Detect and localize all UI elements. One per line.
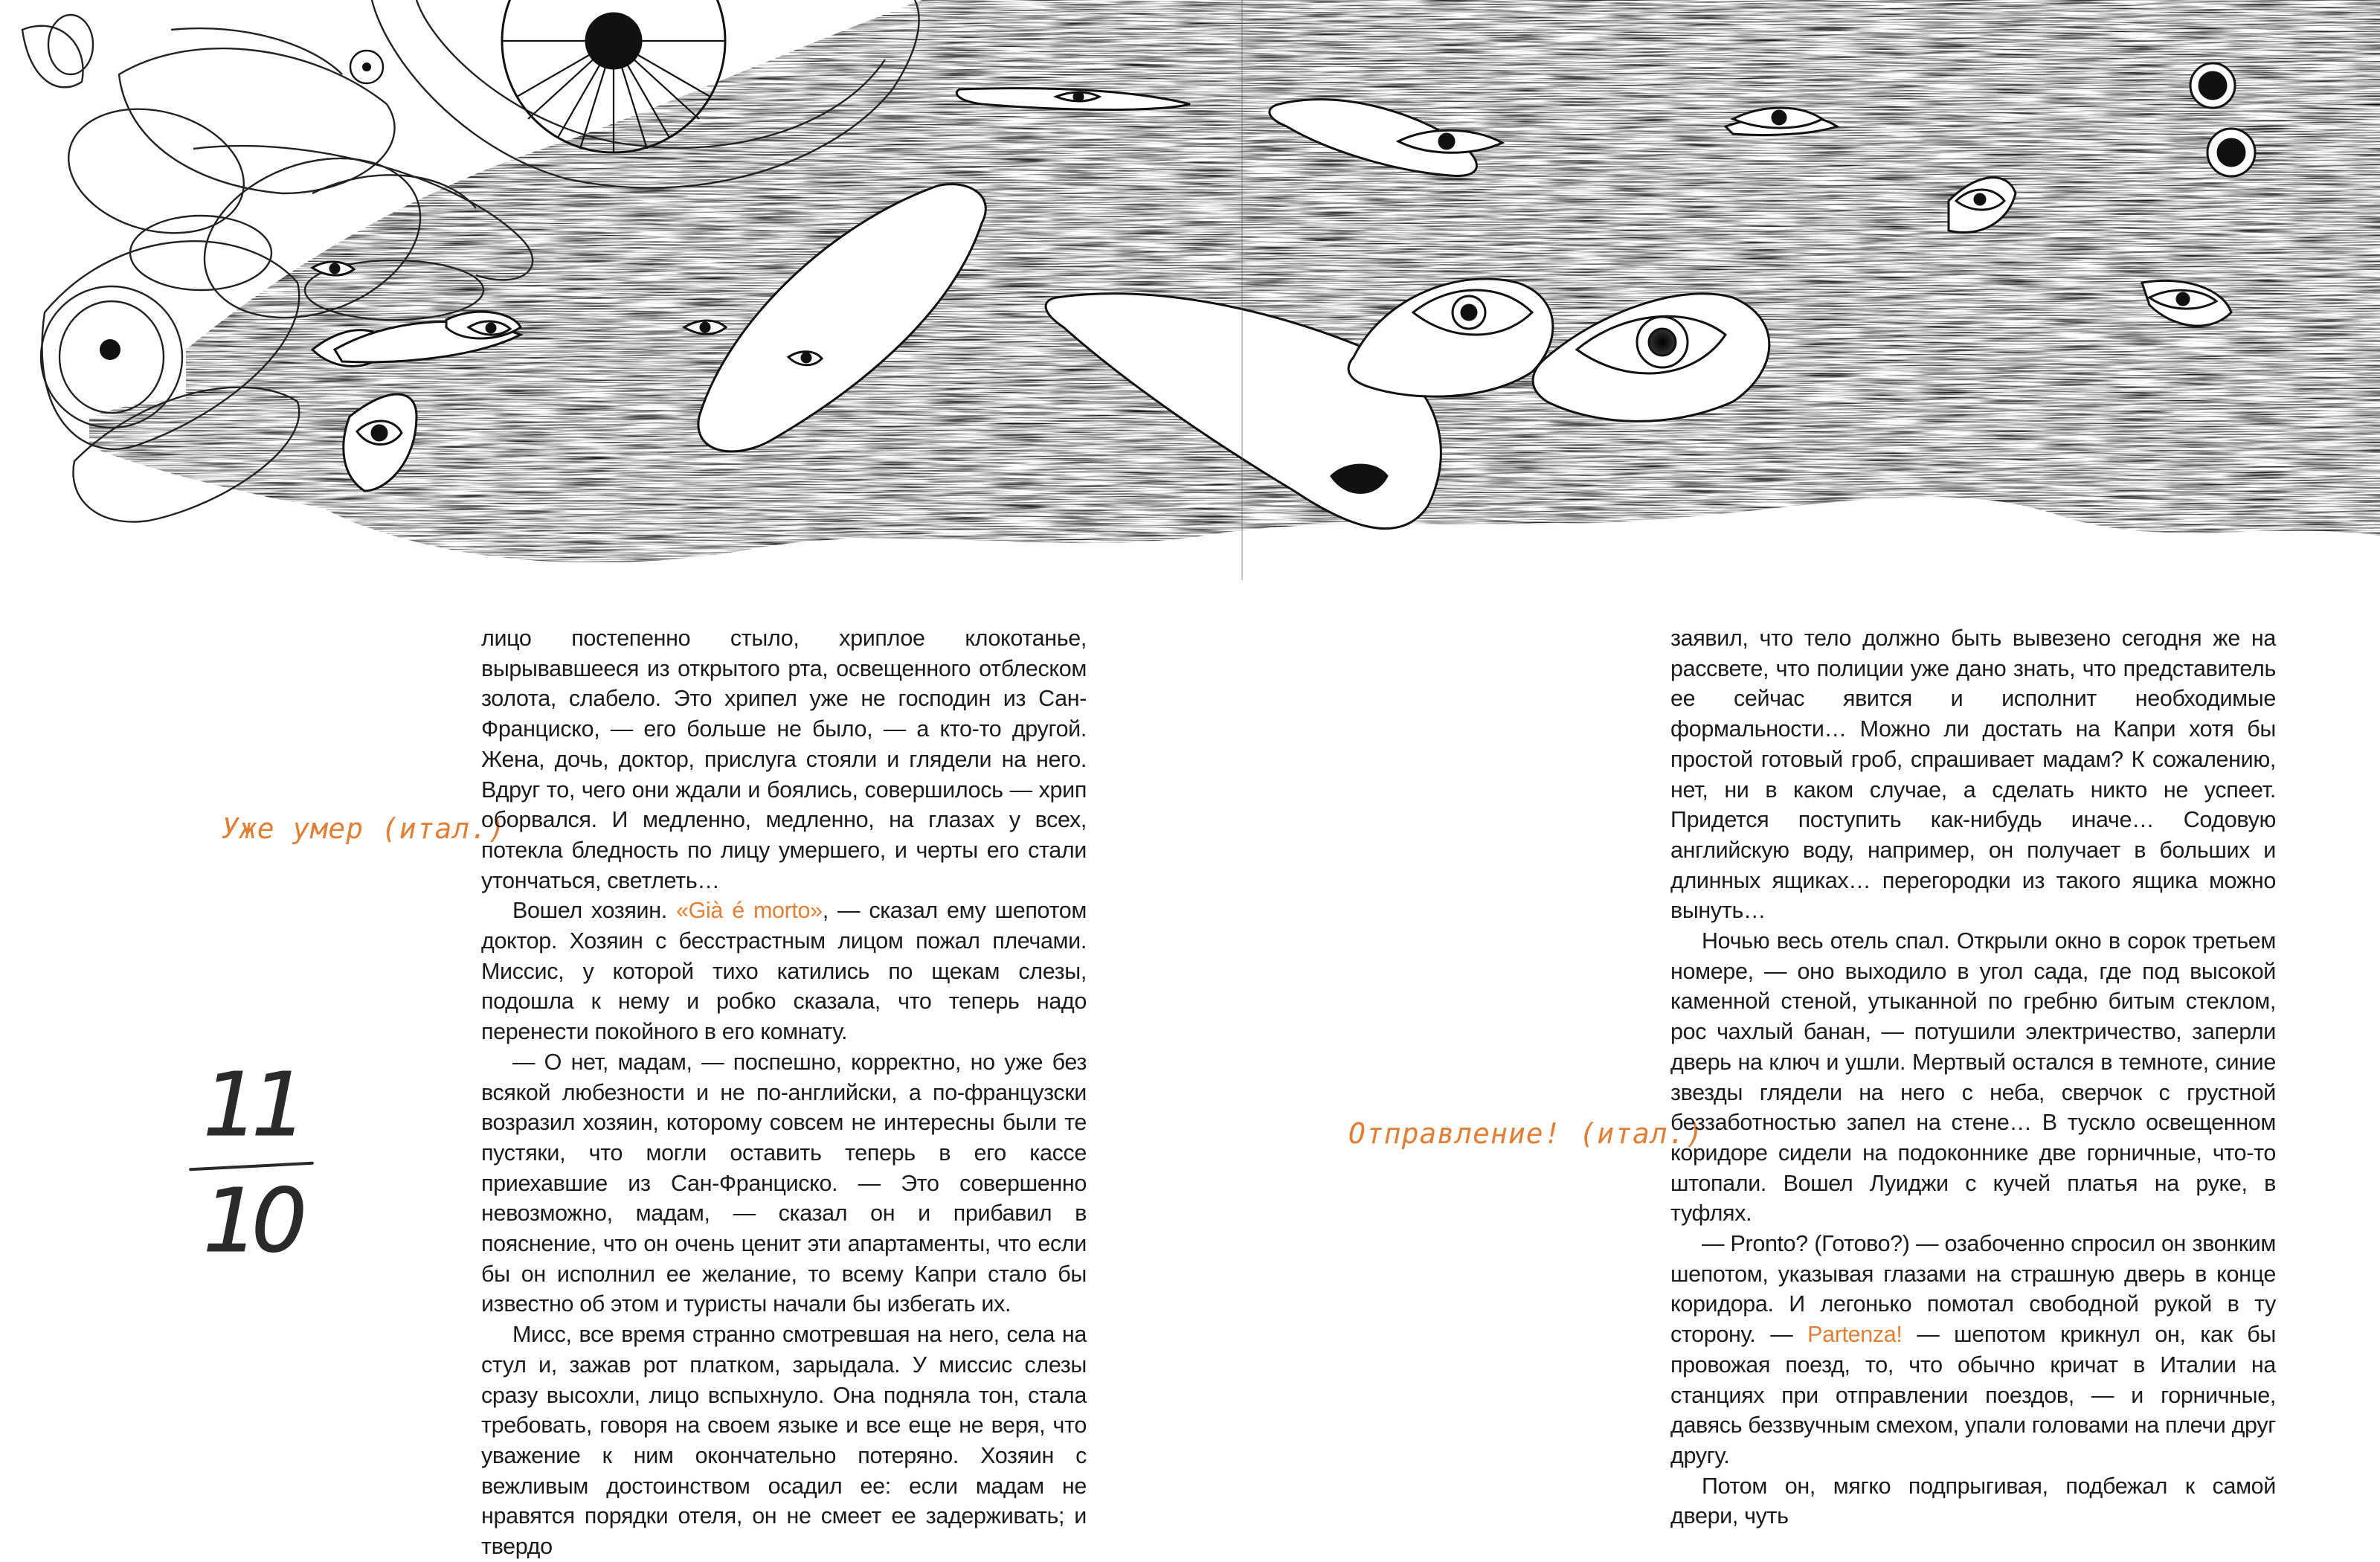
paragraph [481, 896, 1087, 1047]
paragraph: заявил, что тело должно быть вывезено сегодня же на рассвете, что полиции уже дано знать, что представитель ее сейчас явится и исполнит необходимые формальности… Можно ли достать на Капри хотя бы простой готовый гроб, спрашивает мадам? К сожалению, нет, ни в каком случае, а сделать никто не успеет. Придется поступить как-нибудь иначе… Содовую английскую воду, например, он получает в больших и длинных ящиках… перегородки из такого ящика можно вынуть… [1670, 626, 2276, 924]
eye [2207, 129, 2255, 176]
text-run: — шепотом крикнул он, как бы провожая поезд, то, что обычно кричат в Италии на станциях при отправлении поездов, — и горничные, давясь беззвучным смехом, упали головами на плечи друг другу. [1670, 1322, 2276, 1468]
italian-phrase: «Già é morto» [676, 898, 823, 924]
text-run: — Pronto? (Готово?) — озабоченно спросил он звонким шепотом, указывая глазами на страшную дверь в конце коридора. И легонько помотал свободной рукой в ту сторону. — [1670, 1231, 2276, 1348]
text-column-left [481, 623, 1087, 1562]
chapter-marker [177, 1053, 326, 1281]
illustration-charcoal-eyes [0, 0, 2380, 610]
italian-phrase: Partenza! [1807, 1322, 1903, 1348]
eye [1056, 92, 1099, 101]
paragraph: Мисс, все время странно смотревшая на него, села на стул и, зажав рот платком, зарыдала. У миссис слезы сразу высохли, лицо вспыхнуло. Она подняла тон, стала требовать, говоря на своем языке и все еще не веря, что уважение к ним окончательно потеряно. Хозяин с вежливым достоинством осадил ее: если мадам не нравятся порядки отеля, он не смеет ее задерживать; и твердо [481, 1322, 1087, 1560]
paragraph: лицо постепенно стыло, хриплое клокотанье, вырывавшееся из открытого рта, освещенного отблеском золота, слабело. Это хрипел уже не господин из Сан-Франциско, — его больше не было, — а кто-то другой. Жена, дочь, доктор, прислуга стояли и глядели на него. Вдруг то, чего они ждали и боялись, совершилось — хрип оборвался. И медленно, медленно, на глазах у всех, потекла бледность по лицу умершего, и черты его стали утончаться, светлеть… [481, 626, 1087, 893]
margin-note-left: Уже умер (итал.) [222, 812, 506, 845]
eye [2190, 63, 2235, 108]
text-column-right [1670, 623, 2276, 1532]
text-run: Вошел хозяин. [512, 898, 677, 924]
page-spine [1241, 0, 1243, 580]
chapter-number: 11 [202, 1053, 300, 1156]
charcoal-river [89, 0, 2380, 562]
margin-note-right: Отправление! (итал.) [1348, 1117, 1704, 1150]
paragraph: Ночью весь отель спал. Открыли окно в сорок третьем номере, — оно выходило в угол сада, где под высокой каменной стеной, утыканной по гребню битым стеклом, рос чахлый банан, — потушили электричество, заперли дверь на ключ и ушли. Мертвый остался в темноте, синие звезды глядели на него с неба, сверчок с грустной беззаботностью запел на стене… В тускло освещенном коридоре сидели на подоконнике две горничные, что-то штопали. Вошел Луиджи с кучей платья на руке, в туфлях. [1670, 928, 2276, 1227]
paragraph [1670, 1229, 2276, 1471]
paragraph: — О нет, мадам, — поспешно, корректно, но уже без всякой любезности и не по-английски, а по-французски возразил хозяин, которому совсем не интересны были те пустяки, что могли оставить теперь в его кассе приехавшие из Сан-Франциско. — Это совершенно невозможно, мадам, — сказал он и прибавил в пояснение, что он очень ценит эти апартаменты, что если бы он исполнил ее желание, то всему Капри стало бы известно об этом и туристы начали бы избегать их. [481, 1049, 1087, 1317]
text-run: , — сказал ему шепотом доктор. Хозяин с бесстрастным лицом пожал плечами. Миссис, у которой тихо катились по щекам слезы, подошла к нему и робко сказала, что теперь надо перенести покойного в его комнату. [481, 898, 1087, 1045]
paragraph: Потом он, мягко подпрыгивая, подбежал к самой двери, чуть [1670, 1473, 2276, 1529]
chapter-total: 10 [202, 1169, 300, 1272]
